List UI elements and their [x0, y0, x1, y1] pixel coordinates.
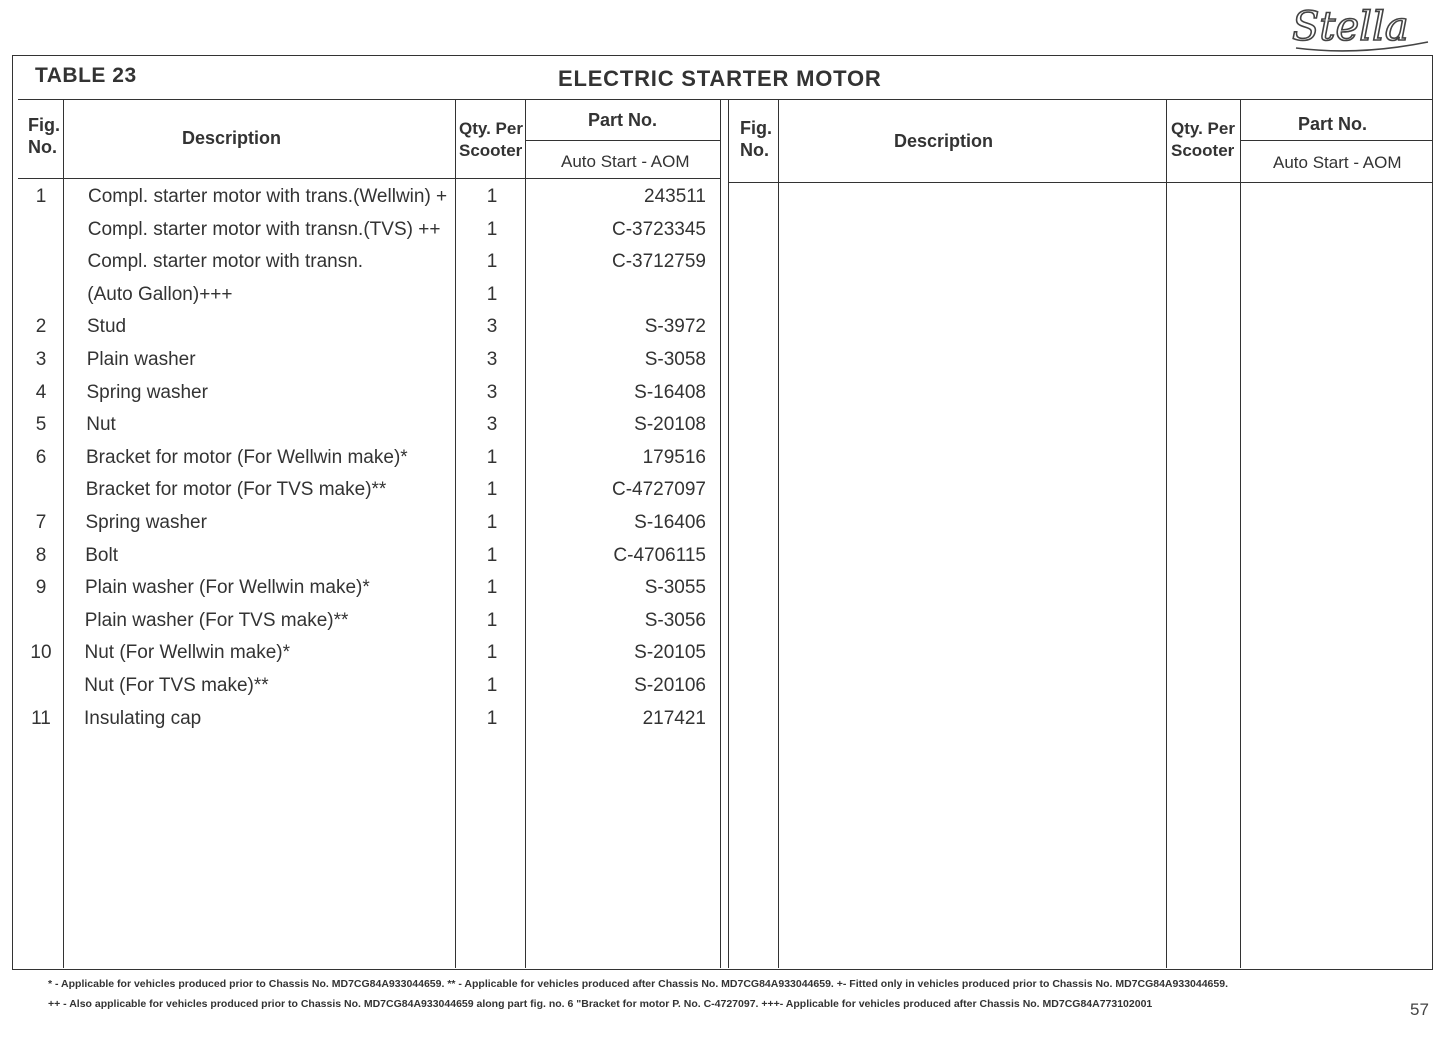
- row-part-no: C-4706115: [613, 544, 706, 566]
- row-fig-no: 7: [35, 512, 47, 533]
- header-qty: Qty. Per Scooter: [459, 119, 523, 160]
- row-description: Compl. starter motor with transn.(TVS) ++: [87, 218, 441, 240]
- row-description: Bolt: [85, 544, 118, 566]
- row-description: Plain washer (For Wellwin make)*: [85, 577, 370, 599]
- row-description: (Auto Gallon)+++: [87, 283, 233, 305]
- row-qty: 1: [486, 218, 498, 240]
- row-part-no: S-3972: [644, 316, 706, 338]
- row-qty: 1: [486, 251, 498, 273]
- row-qty: 3: [486, 414, 498, 436]
- row-description: Bracket for motor (For TVS make)**: [85, 479, 387, 501]
- row-fig-no: 6: [35, 446, 47, 468]
- row-qty: 1: [486, 609, 498, 631]
- row-part-no: S-16406: [634, 512, 706, 533]
- row-part-no: S-20108: [634, 414, 706, 436]
- row-fig-no: 3: [35, 349, 47, 370]
- row-qty: 1: [486, 577, 498, 599]
- row-description: Nut (For TVS make)**: [84, 675, 269, 696]
- row-part-no: 179516: [642, 446, 706, 468]
- row-qty: 1: [486, 675, 498, 696]
- stella-logo: [1288, 2, 1438, 54]
- col-divider: [778, 100, 779, 968]
- row-part-no: S-3058: [644, 349, 706, 370]
- row-fig-no: 9: [35, 577, 47, 599]
- header-fig-no-right: Fig. No.: [740, 118, 772, 160]
- footnote-line: ++ - Also applicable for vehicles produced prior to Chassis No. MD7CG84A933044659 along part fig. no. 6 "Bracket for motor P. No. C-4727097. +++- Applicable for vehicles produced after Chassis No. MD7CG84A773102001: [48, 998, 1153, 1010]
- col-divider: [720, 100, 721, 968]
- title-bar: [18, 56, 1433, 100]
- row-part-no: S-3055: [644, 577, 706, 599]
- col-divider: [1166, 100, 1167, 968]
- row-qty: 1: [486, 479, 498, 501]
- row-part-no: S-3056: [644, 609, 706, 631]
- row-qty: 1: [486, 544, 498, 566]
- row-part-no: S-20105: [634, 642, 706, 664]
- row-qty: 1: [486, 446, 498, 468]
- brand-wordmark: Stella: [1292, 4, 1409, 50]
- row-part-no: S-16408: [634, 381, 706, 403]
- header-description: Description: [182, 128, 282, 148]
- col-divider: [455, 100, 456, 968]
- col-divider: [728, 100, 729, 968]
- header-fig-no: Fig. No.: [28, 115, 60, 157]
- row-description: Compl. starter motor with trans.(Wellwin) +: [88, 186, 448, 207]
- row-part-no: C-4727097: [611, 479, 706, 501]
- row-description: Bracket for motor (For Wellwin make)*: [86, 446, 408, 468]
- row-fig-no: 2: [35, 316, 47, 338]
- part-header-divider: [525, 140, 720, 141]
- row-qty: 1: [486, 642, 498, 664]
- row-qty: 3: [486, 316, 498, 338]
- page-number: 57: [1410, 1000, 1429, 1019]
- row-part-no: 217421: [642, 707, 706, 729]
- row-fig-no: 10: [30, 642, 52, 664]
- row-fig-no: 4: [35, 381, 47, 403]
- footnotes: [48, 974, 1408, 1014]
- col-divider: [525, 100, 526, 968]
- table-label: TABLE 23: [35, 64, 137, 87]
- row-qty: 1: [486, 707, 498, 729]
- row-fig-no: 1: [35, 186, 47, 207]
- row-fig-no: 8: [35, 544, 47, 566]
- row-qty: 1: [486, 512, 498, 533]
- row-description: Nut (For Wellwin make)*: [84, 642, 291, 664]
- part-header-divider: [1240, 140, 1433, 141]
- row-description: Nut: [86, 414, 116, 436]
- row-part-no: C-3723345: [611, 218, 706, 240]
- row-description: Spring washer: [85, 512, 207, 533]
- header-bottom-line: [18, 178, 720, 179]
- row-fig-no: 11: [31, 707, 51, 729]
- row-part-no: S-20106: [634, 675, 706, 696]
- header-description-right: Description: [894, 131, 994, 151]
- row-qty: 1: [486, 186, 498, 207]
- row-description: Plain washer (For TVS make)**: [84, 609, 349, 631]
- row-qty: 3: [486, 349, 498, 370]
- footnote-line: * - Applicable for vehicles produced prior to Chassis No. MD7CG84A933044659. ** - Applicable for vehicles produced after Chassis No. MD7CG84A933044659. +- Fitted only in vehicles produced prior to Chassis No. MD7CG84A933044659.: [48, 978, 1228, 990]
- col-divider: [1240, 100, 1241, 968]
- row-part-no: C-3712759: [611, 251, 706, 273]
- table-title: ELECTRIC STARTER MOTOR: [558, 66, 882, 91]
- row-description: Insulating cap: [84, 707, 202, 729]
- row-part-no: 243511: [644, 186, 706, 207]
- header-part-sub-right: Auto Start - AOM: [1273, 153, 1402, 172]
- header-bottom-line: [728, 182, 1433, 183]
- row-description: Compl. starter motor with transn.: [87, 251, 364, 273]
- row-qty: 1: [486, 283, 498, 305]
- row-description: Spring washer: [86, 381, 208, 403]
- header-part-sub: Auto Start - AOM: [561, 152, 690, 171]
- row-description: Stud: [87, 316, 127, 338]
- row-qty: 3: [486, 381, 498, 403]
- row-fig-no: 5: [35, 414, 47, 436]
- header-part-no: Part No.: [588, 110, 658, 130]
- header-qty-right: Qty. Per Scooter: [1171, 119, 1235, 160]
- row-description: Plain washer: [86, 349, 196, 370]
- col-divider: [63, 100, 64, 968]
- header-part-no-right: Part No.: [1298, 114, 1368, 134]
